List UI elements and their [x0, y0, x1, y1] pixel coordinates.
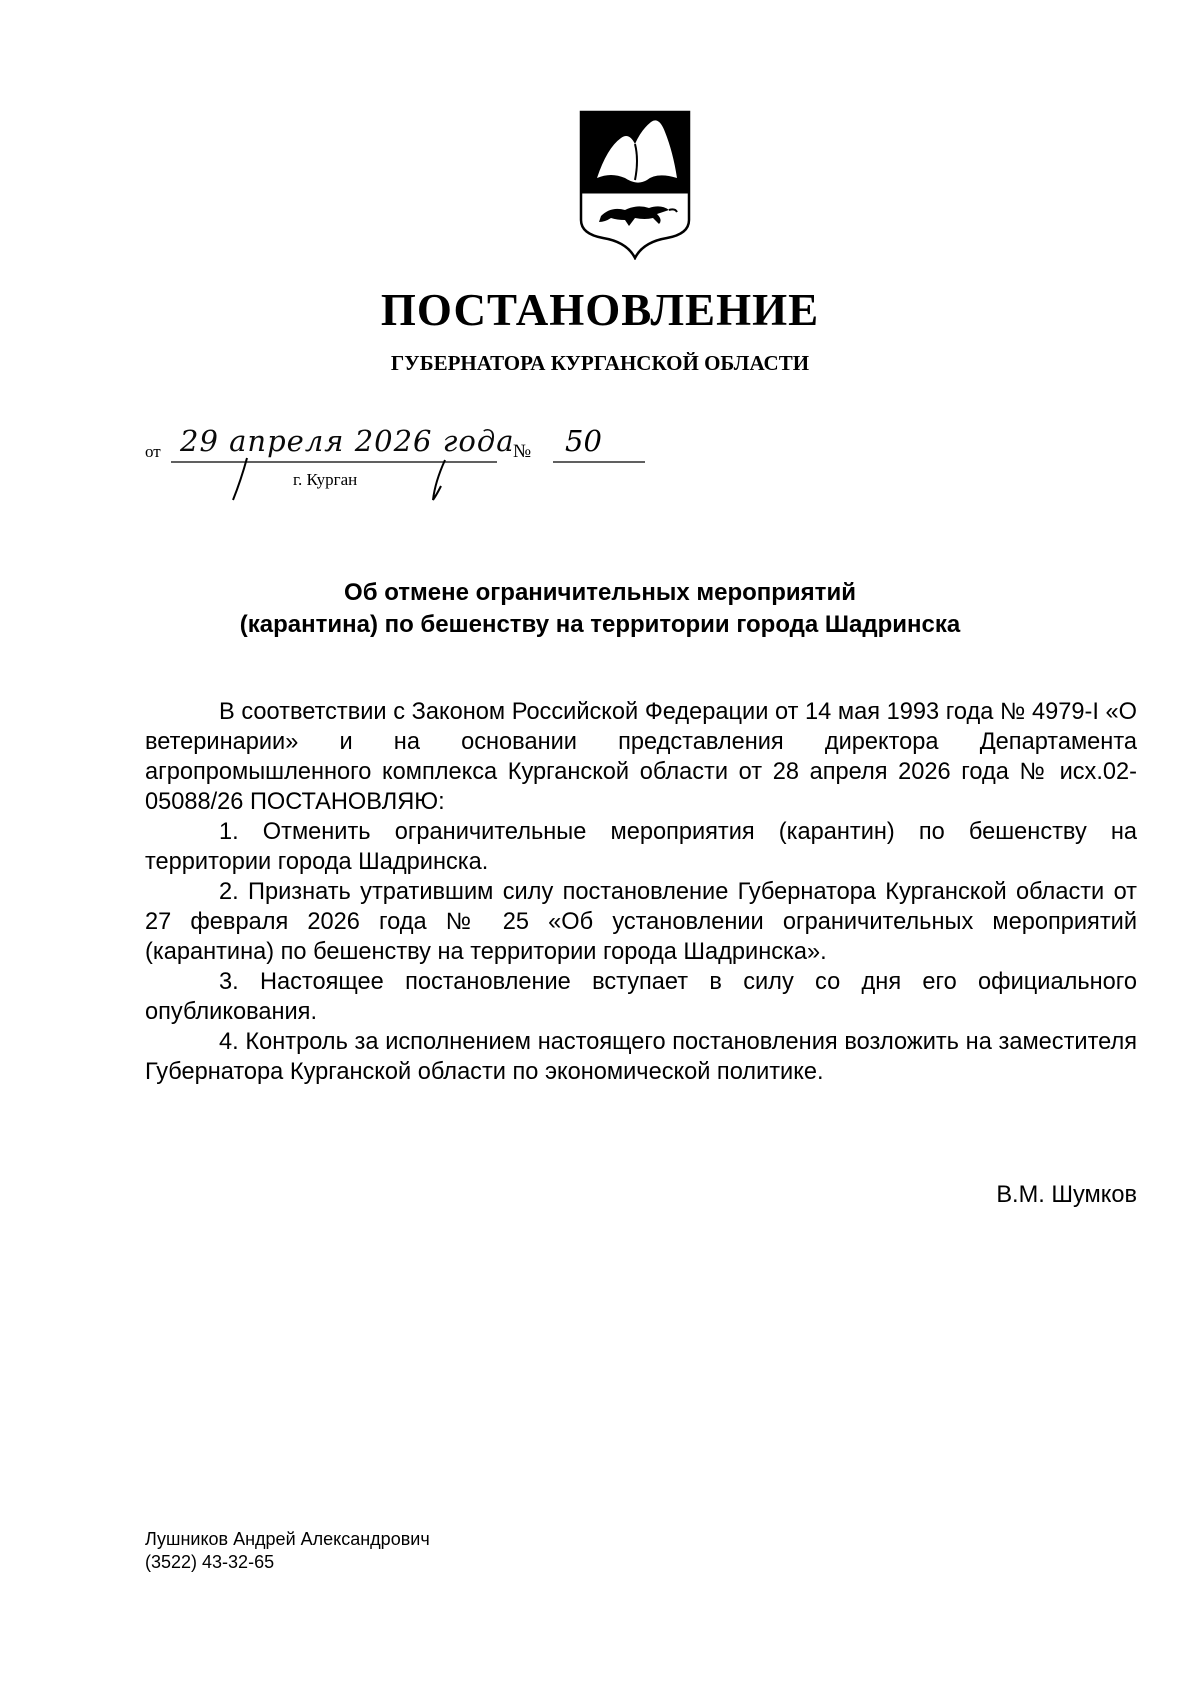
issuer-title: ГУБЕРНАТОРА КУРГАНСКОЙ ОБЛАСТИ — [390, 351, 810, 375]
signatory-name: В.М. Шумков — [996, 1182, 1137, 1208]
date-number-block — [145, 424, 665, 514]
document-type-title: ПОСТАНОВЛЕНИЕ — [380, 285, 820, 335]
subject-line-1: Об отмене ограничительных мероприятий — [344, 579, 856, 606]
body-paragraph-2: 2. Признать утратившим силу постановление Губернатора Курганской области от 27 февраля 2026 года № 25 «Об установлении ограничительных мероприятий (карантина) по бешенству на территории города Шадринска». — [145, 879, 1137, 965]
executor-contact — [145, 1528, 430, 1574]
body-paragraph-3: 3. Настоящее постановление вступает в силу со дня его официального опубликования. — [145, 969, 1137, 1025]
body-paragraph-1: 1. Отменить ограничительные мероприятия (карантин) по бешенству на территории города Шадринска. — [145, 819, 1137, 875]
coat-of-arms-icon — [577, 108, 693, 260]
executor-phone: (3522) 43-32-65 — [145, 1552, 275, 1572]
subject-line-2: (карантина) по бешенству на территории города Шадринска — [239, 611, 961, 638]
executor-name: Лушников Андрей Александрович — [145, 1529, 430, 1549]
handwritten-date: 29 апреля 2026 года — [180, 424, 515, 458]
number-label: № — [513, 441, 532, 462]
date-prefix: от — [145, 442, 161, 461]
date-underline-strokes — [145, 424, 665, 514]
document-subject — [0, 577, 1200, 641]
body-paragraph-4: 4. Контроль за исполнением настоящего постановления возложить на заместителя Губернатора Курганской области по экономической политике. — [145, 1029, 1137, 1085]
body-paragraph-intro: В соответствии с Законом Российской Федерации от 14 мая 1993 года № 4979-I «О ветеринарии» и на основании представления директора Департамента агропромышленного комплекса Курганской области от 28 апреля 2026 года № исх.02-05088/26 ПОСТАНОВЛЯЮ: — [145, 699, 1137, 815]
handwritten-number: 50 — [565, 424, 602, 458]
document-body — [145, 697, 1137, 1087]
city-label: г. Курган — [293, 470, 358, 489]
